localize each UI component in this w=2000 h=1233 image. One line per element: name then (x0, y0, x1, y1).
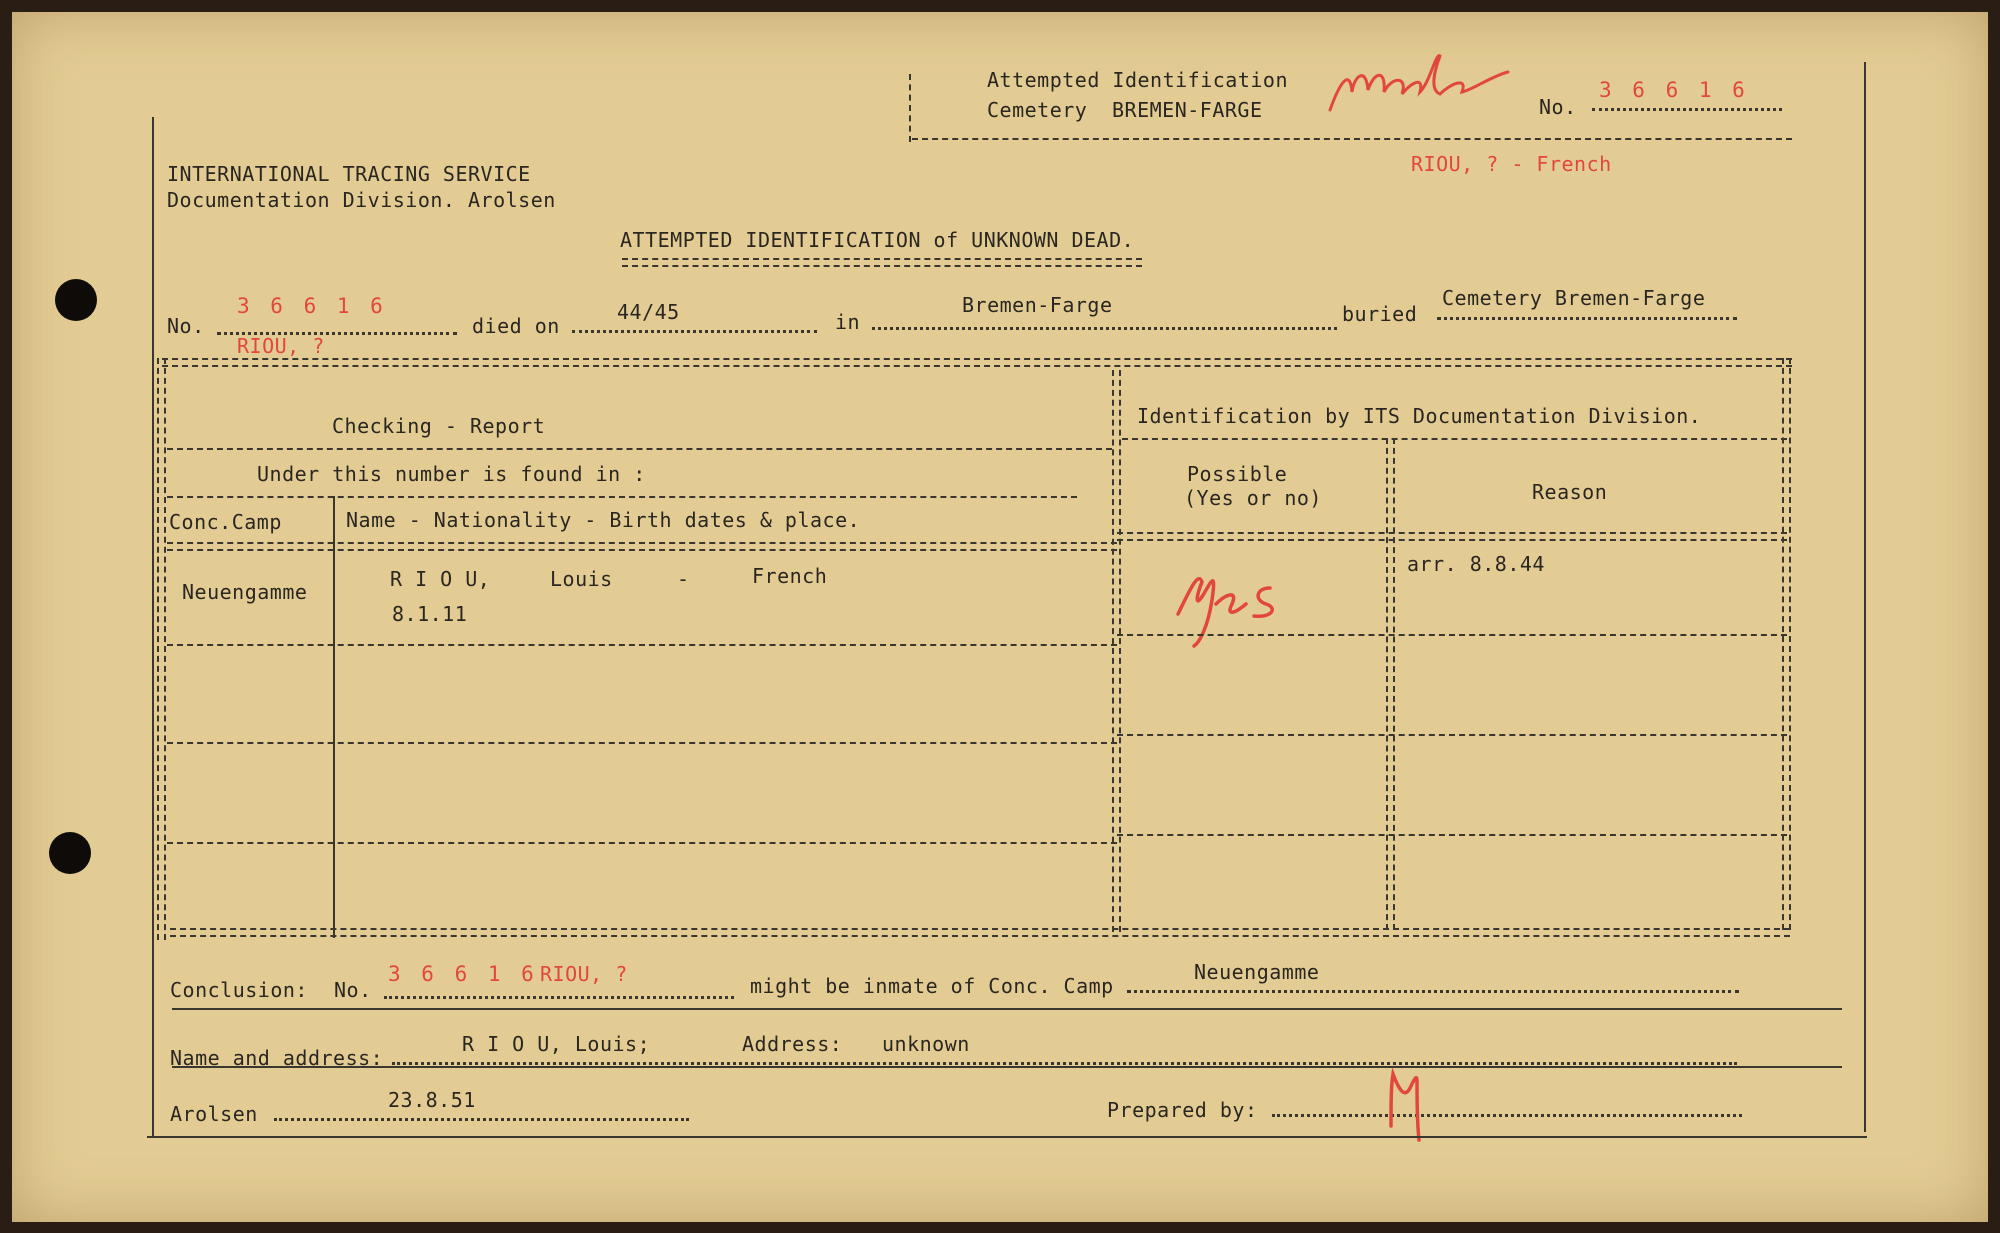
header-cemetery-label: Cemetery (987, 98, 1088, 122)
table-middle-divider (1112, 370, 1121, 932)
col-possible-header-1: Possible (1187, 462, 1288, 486)
punch-hole-top (55, 279, 97, 321)
conclusion-no-dotted-line (384, 996, 734, 999)
header-box-bottom-border (912, 138, 1792, 140)
name-address-name: R I O U, Louis; (462, 1032, 651, 1056)
checking-report-underline (167, 448, 1112, 450)
prepared-by-dotted-line (1272, 1114, 1742, 1117)
record-buried-value: Cemetery Bremen-Farge (1442, 286, 1706, 310)
conclusion-label: Conclusion: (170, 978, 308, 1002)
identification-underline (1122, 438, 1787, 440)
table-bottom-border (170, 928, 1790, 937)
conclusion-text: might be inmate of Conc. Camp (750, 974, 1114, 998)
record-in-value: Bremen-Farge (962, 293, 1113, 317)
row-3-bottom-line (167, 842, 1117, 844)
handwritten-initial (1377, 1064, 1437, 1144)
row-1-bottom-line-right (1117, 634, 1787, 636)
conclusion-camp: Neuengamme (1194, 960, 1320, 984)
row-2-bottom-line-right (1117, 734, 1787, 736)
footer-underline (147, 1136, 1867, 1138)
row-1-first-name: Louis (550, 567, 613, 591)
checking-report-label: Checking - Report (332, 414, 546, 438)
record-died-label: died on (472, 314, 560, 338)
record-buried-label: buried (1342, 302, 1418, 326)
footer-date: 23.8.51 (388, 1088, 476, 1112)
record-in-dotted-line (872, 327, 1337, 330)
col-reason-header: Reason (1532, 480, 1608, 504)
conclusion-no-label: No. (334, 978, 372, 1002)
table-camp-divider (333, 496, 335, 938)
col-camp-header: Conc.Camp (169, 510, 282, 534)
handwritten-yes (1172, 552, 1312, 652)
row-1-nationality: French (752, 564, 828, 588)
prepared-by-label: Prepared by: (1107, 1098, 1258, 1122)
col-possible-header-2: (Yes or no) (1184, 486, 1322, 510)
title-double-underline (622, 258, 1142, 267)
header-no-label: No. (1539, 95, 1577, 119)
card-right-rule (1864, 62, 1866, 1132)
row-2-bottom-line (167, 742, 1117, 744)
header-no-value: 3 6 6 1 6 (1599, 78, 1749, 102)
table-right-border (1782, 358, 1791, 930)
col-name-header: Name - Nationality - Birth dates & place. (346, 508, 861, 532)
found-in-underline (167, 496, 1077, 498)
row-1-surname: R I O U, (390, 567, 491, 591)
org-line-1: INTERNATIONAL TRACING SERVICE (167, 162, 531, 186)
document-title: ATTEMPTED IDENTIFICATION of UNKNOWN DEAD. (620, 228, 1135, 252)
table-reason-divider (1386, 438, 1395, 930)
header-box-left-border (909, 74, 911, 142)
table-left-border (157, 358, 166, 940)
handwritten-made (1322, 42, 1522, 122)
record-in-label: in (835, 310, 861, 334)
found-in-label: Under this number is found in : (257, 462, 646, 486)
row-1-dash: - (677, 567, 690, 591)
card-left-rule (152, 117, 154, 1137)
record-died-dotted-line (572, 330, 817, 333)
conclusion-camp-dotted-line (1127, 990, 1739, 993)
record-no-label: No. (167, 314, 205, 338)
row-1-birth: 8.1.11 (392, 602, 468, 626)
conclusion-no-value: 3 6 6 1 6 (388, 962, 538, 986)
row-1-bottom-line (167, 644, 1117, 646)
conclusion-name-stamp: RIOU, ? (540, 962, 628, 986)
record-buried-dotted-line (1437, 317, 1737, 320)
identification-header: Identification by ITS Documentation Division. (1137, 404, 1702, 428)
header-title: Attempted Identification (987, 68, 1288, 92)
header-name-stamp: RIOU, ? - French (1411, 152, 1612, 176)
name-address-dotted-line (392, 1062, 1737, 1065)
record-no-value: 3 6 6 1 6 (237, 294, 387, 318)
row-1-camp: Neuengamme (182, 580, 308, 604)
footer-date-dotted-line (274, 1118, 689, 1121)
conclusion-underline (172, 1008, 1842, 1010)
document-card (12, 12, 1988, 1222)
name-address-label: Name and address: (170, 1046, 384, 1070)
header-row-double-line-right (1117, 532, 1787, 541)
punch-hole-bottom (49, 832, 91, 874)
org-line-2: Documentation Division. Arolsen (167, 188, 556, 212)
row-3-bottom-line-right (1117, 834, 1787, 836)
header-cemetery-value: BREMEN-FARGE (1112, 98, 1263, 122)
record-name-stamp: RIOU, ? (237, 334, 325, 358)
record-died-value: 44/45 (617, 300, 680, 324)
address-label: Address: (742, 1032, 843, 1056)
name-address-underline (172, 1066, 1842, 1068)
header-row-double-line-left (167, 542, 1117, 551)
footer-place: Arolsen (170, 1102, 258, 1126)
table-top-border (162, 358, 1792, 367)
row-1-reason: arr. 8.8.44 (1407, 552, 1545, 576)
address-value: unknown (882, 1032, 970, 1056)
header-no-dotted-line (1592, 108, 1782, 111)
